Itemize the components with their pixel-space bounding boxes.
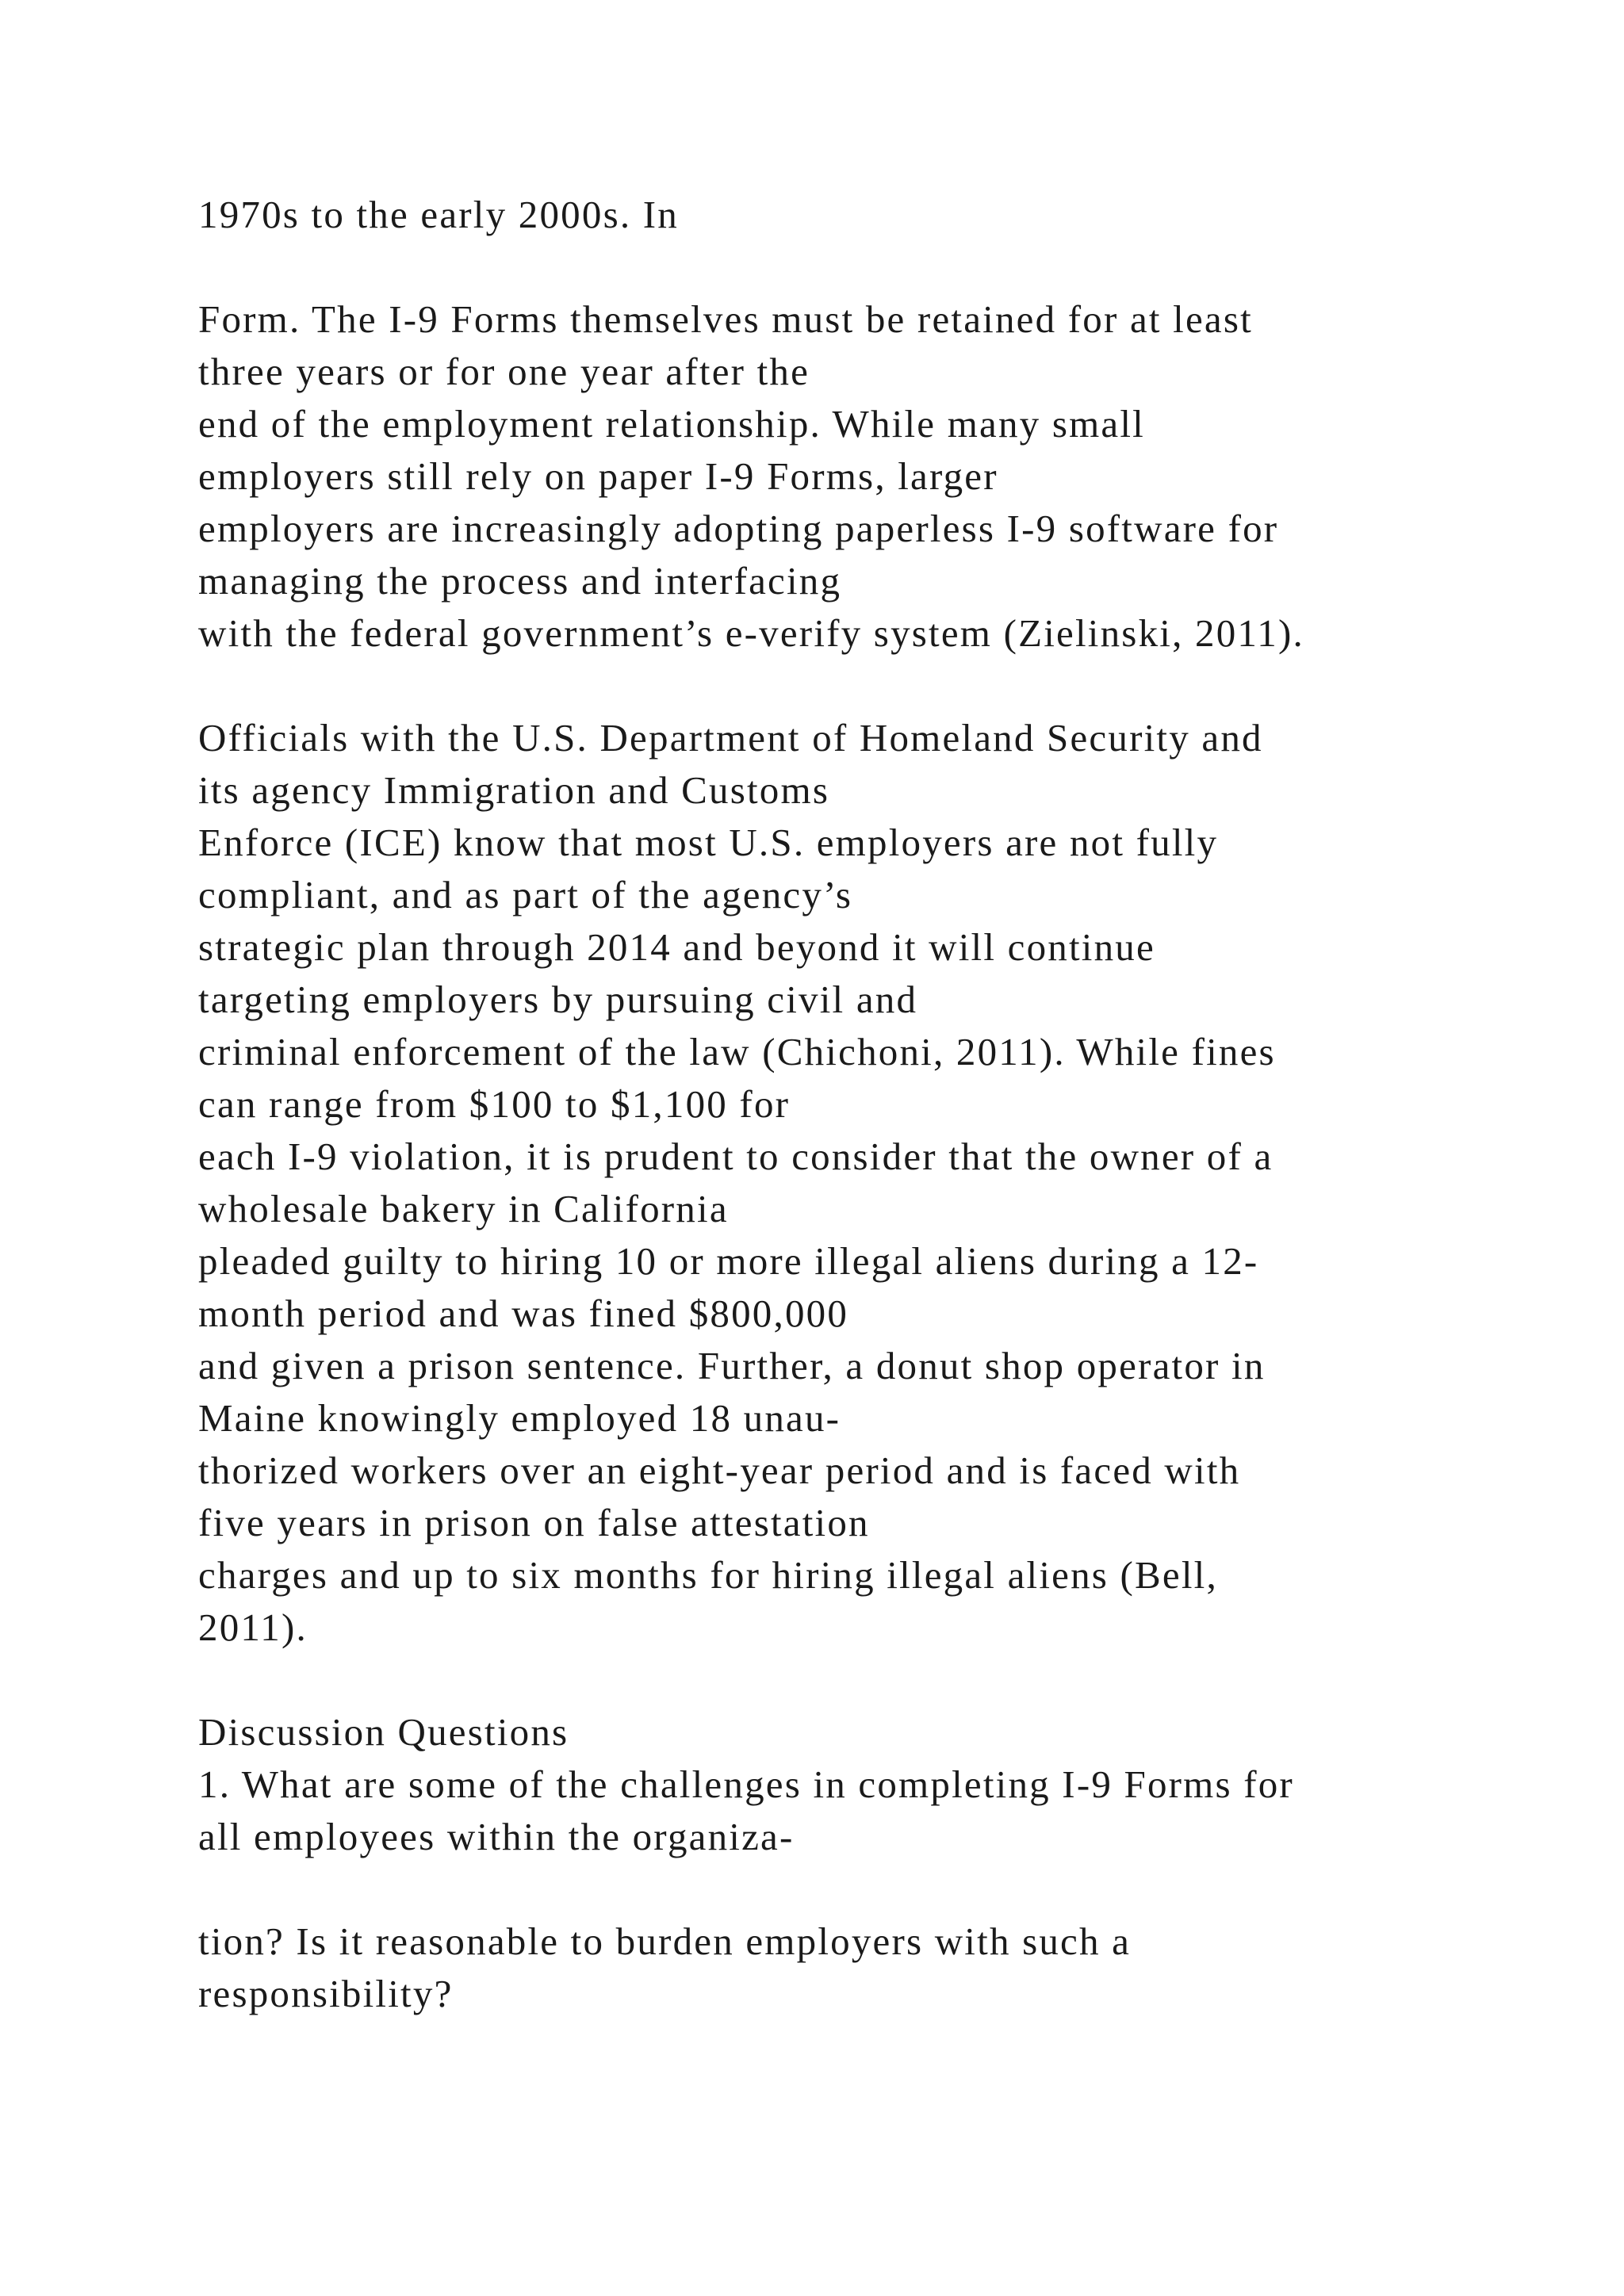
text-line: all employees within the organiza- — [198, 1815, 795, 1858]
text-line: 1970s to the early 2000s. In — [198, 193, 679, 236]
text-line: five years in prison on false attestation — [198, 1501, 870, 1544]
text-line: compliant, and as part of the agency’s — [198, 873, 853, 916]
text-line: and given a prison sentence. Further, a donut shop operator in — [198, 1344, 1266, 1387]
text-line: wholesale bakery in California — [198, 1187, 729, 1230]
text-line: targeting employers by pursuing civil and — [198, 978, 918, 1021]
text-line: can range from $100 to $1,100 for — [198, 1082, 791, 1126]
text-line: Officials with the U.S. Department of Homeland Security and — [198, 716, 1263, 760]
text-line: Enforce (ICE) know that most U.S. employers are not fully — [198, 821, 1219, 864]
paragraph-gap — [198, 660, 1546, 712]
text-line: three years or for one year after the — [198, 350, 810, 393]
text-line: tion? Is it reasonable to burden employers with such a — [198, 1919, 1132, 1963]
text-line: its agency Immigration and Customs — [198, 768, 830, 812]
text-line: each I-9 violation, it is prudent to consider that the owner of a — [198, 1135, 1274, 1178]
text-line: Form. The I-9 Forms themselves must be retained for at least — [198, 297, 1253, 341]
text-line: end of the employment relationship. While many small — [198, 402, 1145, 446]
text-line: criminal enforcement of the law (Chichoni, 2011). While fines — [198, 1030, 1276, 1073]
paragraph-gap — [198, 1863, 1546, 1915]
text-line: with the federal government’s e-verify system (Zielinski, 2011). — [198, 611, 1304, 655]
text-line: responsibility? — [198, 1972, 454, 2015]
text-line: thorized workers over an eight-year period and is faced with — [198, 1448, 1241, 1492]
text-line: strategic plan through 2014 and beyond it will continue — [198, 925, 1155, 969]
paragraph-gap — [198, 241, 1546, 293]
text-line: Maine knowingly employed 18 unau- — [198, 1396, 841, 1440]
text-line: charges and up to six months for hiring illegal aliens (Bell, — [198, 1553, 1218, 1597]
document-body — [198, 189, 1546, 2020]
text-line: 2011). — [198, 1605, 308, 1649]
paragraph-gap — [198, 1654, 1546, 1706]
text-line: month period and was fined $800,000 — [198, 1292, 849, 1335]
text-line: pleaded guilty to hiring 10 or more illegal aliens during a 12- — [198, 1239, 1259, 1283]
text-line: 1. What are some of the challenges in completing I-9 Forms for — [198, 1762, 1294, 1806]
text-line: Discussion Questions — [198, 1710, 569, 1754]
text-line: employers are increasingly adopting paperless I-9 software for — [198, 507, 1279, 550]
text-line: employers still rely on paper I-9 Forms, larger — [198, 454, 998, 498]
text-line: managing the process and interfacing — [198, 559, 842, 603]
